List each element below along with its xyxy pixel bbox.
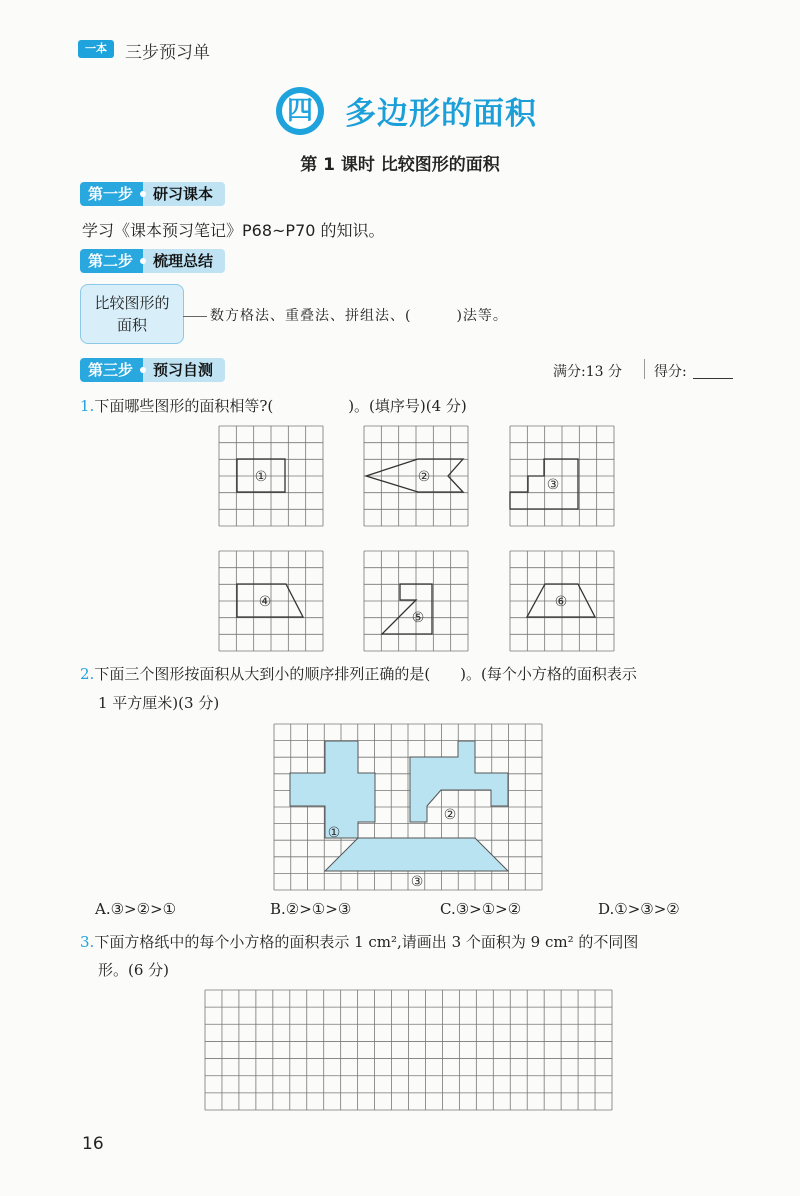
q1-body: 下面哪些图形的面积相等?( )。(填序号)(4 分) (94, 397, 467, 415)
q2-option-c[interactable]: C.③>①>② (440, 900, 522, 918)
q3-text-line2: 形。(6 分) (98, 961, 170, 979)
q1-number: 1. (80, 397, 95, 415)
q2-text-line2: 1 平方厘米)(3 分) (98, 694, 220, 712)
q1-shape-2 (366, 459, 463, 492)
step1-tag: 第一步 (80, 182, 143, 206)
q1-grid-3 (510, 426, 614, 526)
q2-label-2: ② (443, 807, 457, 823)
step3-name: 预习自测 (143, 358, 225, 382)
q1-shape-3 (510, 459, 578, 509)
q1-shape-5 (382, 584, 432, 634)
step1-name: 研习课本 (143, 182, 225, 206)
q2-label-1: ① (327, 825, 341, 841)
brand-logo: 一本 (78, 40, 114, 58)
q1-grid-2 (364, 426, 468, 526)
q2-option-b[interactable]: B.②>①>③ (270, 900, 352, 918)
q1-label-4: ④ (258, 594, 272, 610)
q2-body: 下面三个图形按面积从大到小的顺序排列正确的是( )。(每个小方格的面积表示 (94, 665, 637, 683)
step-dot-icon (140, 191, 146, 197)
q2-shape-3 (325, 838, 508, 871)
q3-text-line1 (80, 928, 638, 956)
chapter-number: 四 (282, 93, 318, 129)
q1-grid-5 (364, 551, 468, 651)
q2-option-d[interactable]: D.①>③>② (598, 900, 680, 918)
q3-grid[interactable] (205, 990, 612, 1110)
q1-label-6: ⑥ (554, 594, 568, 610)
summary-box-line1: 比较图形的 (94, 294, 170, 312)
q2-option-a[interactable]: A.③>②>① (95, 900, 177, 918)
step-dot-icon (140, 367, 146, 373)
q1-label-2: ② (417, 469, 431, 485)
step3-tag: 第三步 (80, 358, 143, 382)
lesson-title: 第 1 课时 比较图形的面积 (300, 155, 500, 175)
summary-text: 数方格法、重叠法、拼组法、( )法等。 (210, 308, 508, 324)
q2-label-3: ③ (410, 874, 424, 890)
score-got-label: 得分: (654, 364, 687, 380)
step2-tag: 第二步 (80, 249, 143, 273)
q3-grid-lines (205, 990, 612, 1110)
step2-name: 梳理总结 (143, 249, 225, 273)
q1-label-5: ⑤ (411, 610, 425, 626)
step1-text: 学习《课本预习笔记》P68~P70 的知识。 (82, 221, 385, 240)
q3-number: 3. (80, 933, 95, 951)
q1-label-1: ① (254, 469, 268, 485)
q1-grid-1 (219, 426, 323, 526)
summary-box-line2: 面积 (116, 316, 147, 334)
q2-number: 2. (80, 665, 95, 683)
score-total: 满分:13 分 (553, 364, 622, 380)
q2-text-line1 (80, 660, 637, 688)
page-number: 16 (82, 1134, 104, 1154)
q3-body: 下面方格纸中的每个小方格的面积表示 1 cm²,请画出 3 个面积为 9 cm² 的不同图 (94, 933, 639, 951)
step-dot-icon (140, 258, 146, 264)
chapter-title: 多边形的面积 (345, 96, 537, 132)
q1-label-3: ③ (546, 477, 560, 493)
series-title: 三步预习单 (125, 43, 210, 63)
